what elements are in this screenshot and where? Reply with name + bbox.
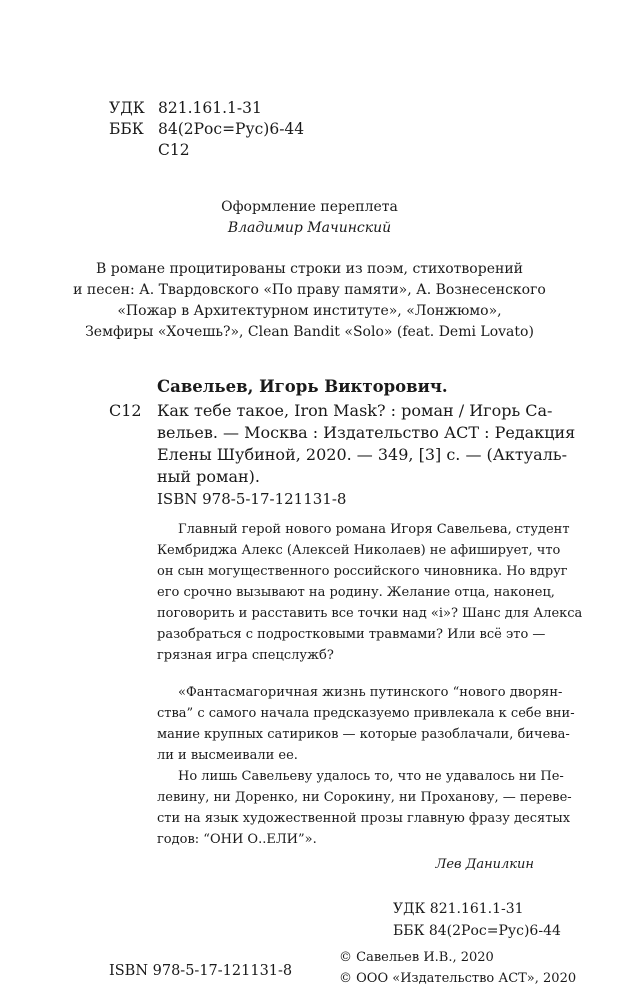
- review-line: левину, ни Доренко, ни Сорокину, ни Проханову, — переве-: [157, 790, 572, 805]
- catalog-code: С12: [109, 401, 142, 420]
- review-line: ли и высмеивали ее.: [157, 748, 298, 763]
- review-author: Лев Данилкин: [435, 857, 534, 872]
- catalog-line: ный роман).: [157, 467, 260, 486]
- bottom-isbn: ISBN 978-5-17-121131-8: [109, 963, 293, 979]
- quotes-note-line: Земфиры «Хочешь?», Clean Bandit «Solo» (feat. Demi Lovato): [85, 324, 534, 340]
- bbk-label: ББК: [109, 120, 144, 138]
- author-code: С12: [158, 141, 190, 159]
- review-line: Но лишь Савельеву удалось то, что не удавалось ни Пе-: [178, 769, 564, 784]
- annotation-line: он сын могущественного российского чиновника. Но вдруг: [157, 564, 568, 579]
- catalog-line: вельев. — Москва : Издательство АСТ : Редакция: [157, 423, 576, 442]
- review-line: годов: “ОНИ О..ЕЛИ”».: [157, 832, 317, 847]
- catalog-isbn: ISBN 978-5-17-121131-8: [157, 490, 347, 508]
- annotation-line: поговорить и расставить все точки над «i»? Шанс для Алекса: [157, 606, 583, 621]
- udk-label: УДК: [109, 99, 145, 117]
- review-line: сти на язык художественной прозы главную фразу десятых: [157, 811, 571, 826]
- bbk-row: [109, 119, 304, 139]
- catalog-author-heading: Савельев, Игорь Викторович.: [157, 377, 448, 396]
- quotes-note-line: «Пожар в Архитектурном институте», «Лонжюмо»,: [117, 303, 502, 319]
- annotation-line: грязная игра спецслужб?: [157, 648, 334, 663]
- udk-row: [109, 98, 262, 118]
- bottom-bbk: ББК 84(2Рос=Рус)6-44: [393, 923, 561, 939]
- annotation-line: его срочно вызывают на родину. Желание отца, наконец,: [157, 585, 555, 600]
- quotes-note-line: и песен: А. Твардовского «По праву памяти», А. Вознесенского: [73, 282, 546, 298]
- bbk-value: 84(2Рос=Рус)6-44: [158, 120, 305, 138]
- review-line: «Фантасмагоричная жизнь путинского “нового дворян-: [178, 685, 563, 700]
- copyright-author: © Савельев И.В., 2020: [339, 950, 494, 965]
- catalog-line: Елены Шубиной, 2020. — 349, [3] с. — (Актуаль-: [157, 445, 567, 464]
- review-line: ства” с самого начала предсказуемо привлекала к себе вни-: [157, 706, 575, 721]
- udk-value: 821.161.1-31: [158, 99, 262, 117]
- annotation-line: Главный герой нового романа Игоря Савельева, студент: [178, 522, 570, 537]
- bottom-udk: УДК 821.161.1-31: [393, 901, 524, 917]
- catalog-line: Как тебе такое, Iron Mask? : роман / Игорь Са-: [157, 401, 553, 420]
- designer-name: Владимир Мачинский: [227, 220, 392, 236]
- annotation-line: разобраться с подростковыми травмами? Или всё это —: [157, 627, 546, 642]
- quotes-note-line: В романе процитированы строки из поэм, стихотворений: [96, 261, 523, 277]
- review-line: мание крупных сатириков — которые разоблачали, бичева-: [157, 727, 570, 742]
- design-title: Оформление переплета: [221, 199, 398, 215]
- copyright-publisher: © ООО «Издательство АСТ», 2020: [339, 971, 577, 986]
- annotation-line: Кембриджа Алекс (Алексей Николаев) не афиширует, что: [157, 543, 561, 558]
